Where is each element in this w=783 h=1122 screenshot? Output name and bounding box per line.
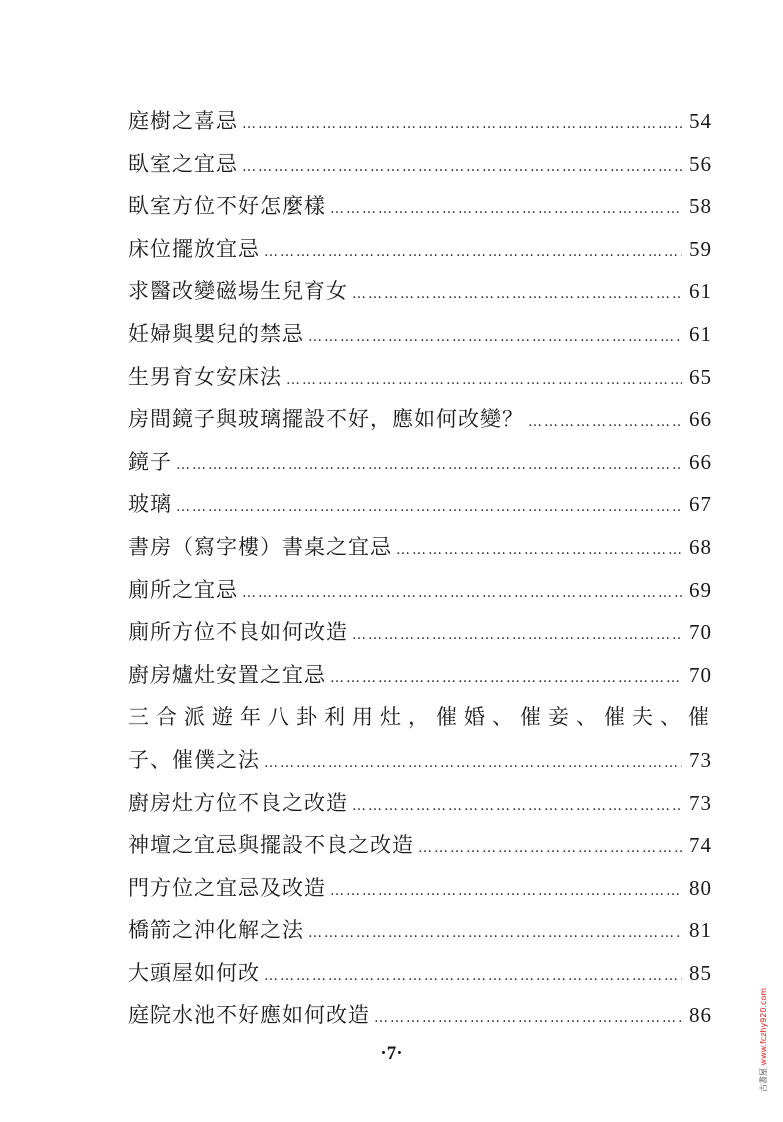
toc-entry-page: 86 (689, 1003, 712, 1028)
watermark-site-name: 古書屋 (759, 1068, 768, 1092)
toc-dot-leader (242, 116, 682, 132)
toc-dot-leader (242, 159, 682, 175)
toc-entry (128, 659, 712, 702)
toc-entry (128, 616, 712, 659)
toc-entry-page: 74 (689, 833, 712, 858)
toc-entry-page: 73 (689, 790, 712, 815)
toc-entry (128, 872, 712, 915)
toc-entry (128, 446, 712, 489)
toc-entry-page: 85 (689, 960, 712, 985)
toc-dot-leader (264, 244, 682, 260)
toc-entry-page: 66 (689, 407, 712, 432)
toc-entry-title: 大頭屋如何改 (128, 960, 260, 985)
toc-entry-title: 庭院水池不好應如何改造 (128, 1003, 370, 1028)
toc-dot-leader (308, 329, 682, 345)
toc-entry-title: 臥室之宜忌 (128, 151, 238, 176)
toc-entry (128, 829, 712, 872)
toc-entry-title: 廁所方位不良如何改造 (128, 620, 348, 645)
toc-dot-leader (330, 670, 682, 686)
toc-entry (128, 488, 712, 531)
toc-dot-leader (352, 286, 682, 302)
toc-dot-leader (374, 1010, 682, 1026)
toc-entry-title: 子、催僕之法 (128, 747, 260, 772)
table-of-contents (128, 105, 716, 1042)
toc-entry (128, 318, 712, 361)
toc-entry-page: 81 (689, 918, 712, 943)
toc-entry-page: 54 (689, 109, 712, 133)
toc-entry-title: 生男育女安床法 (128, 364, 282, 389)
toc-entry-title: 橋箭之沖化解之法 (128, 918, 304, 943)
toc-entry (128, 957, 712, 1000)
toc-entry-page: 58 (689, 194, 712, 219)
toc-entry-title: 門方位之宜忌及改造 (128, 875, 326, 900)
toc-entry-title: 妊婦與嬰兒的禁忌 (128, 321, 304, 346)
toc-entry (128, 787, 712, 830)
toc-dot-leader (330, 201, 682, 217)
toc-dot-leader (528, 414, 682, 430)
toc-entry-page: 80 (689, 875, 712, 900)
watermark (758, 988, 769, 1092)
toc-entry (128, 190, 712, 233)
toc-entry-page: 69 (689, 577, 712, 602)
toc-entry-title: 廁所之宜忌 (128, 577, 238, 602)
watermark-url: www.fczhy920.com (759, 987, 768, 1066)
toc-dot-leader (330, 883, 682, 899)
toc-dot-leader (286, 372, 682, 388)
toc-dot-leader (176, 499, 682, 515)
toc-entry-title: 房間鏡子與玻璃擺設不好，應如何改變？ (128, 407, 524, 432)
toc-dot-leader (242, 585, 682, 601)
toc-entry-page: 66 (689, 449, 712, 474)
toc-entry (128, 701, 716, 744)
toc-entry (128, 105, 712, 148)
toc-entry-title: 鏡子 (128, 449, 172, 474)
toc-entry (128, 403, 712, 446)
toc-dot-leader (176, 457, 682, 473)
toc-entry (128, 531, 712, 574)
toc-entry (128, 148, 712, 191)
toc-dot-leader (264, 968, 682, 984)
toc-entry (128, 275, 712, 318)
toc-dot-leader (264, 755, 682, 771)
toc-dot-leader (352, 627, 682, 643)
toc-entry-title: 書房（寫字樓）書桌之宜忌 (128, 534, 392, 559)
toc-entry (128, 999, 712, 1042)
toc-entry-page: 68 (689, 534, 712, 559)
toc-entry-title: 廚房灶方位不良之改造 (128, 790, 348, 815)
page-number: ·7· (380, 1043, 403, 1064)
toc-entry (128, 744, 712, 787)
toc-entry (128, 361, 712, 404)
toc-entry-title: 三合派遊年八卦利用灶，催婚、催妾、催夫、催 (128, 705, 716, 730)
toc-entry-title: 庭樹之喜忌 (128, 109, 238, 133)
toc-entry-page: 65 (689, 364, 712, 389)
toc-entry-page: 70 (689, 662, 712, 687)
toc-entry-page: 73 (689, 747, 712, 772)
toc-dot-leader (418, 840, 682, 856)
toc-entry-title: 玻璃 (128, 492, 172, 517)
toc-entry-title: 床位擺放宜忌 (128, 236, 260, 261)
toc-entry-page: 67 (689, 492, 712, 517)
toc-entry-page: 59 (689, 236, 712, 261)
toc-entry-page: 70 (689, 620, 712, 645)
toc-entry-title: 神壇之宜忌與擺設不良之改造 (128, 833, 414, 858)
toc-entry (128, 914, 712, 957)
toc-entry-title: 臥室方位不好怎麼樣 (128, 194, 326, 219)
toc-dot-leader (396, 542, 682, 558)
toc-entry-page: 56 (689, 151, 712, 176)
toc-entry-title: 求醫改變磁場生兒育女 (128, 279, 348, 304)
toc-dot-leader (352, 798, 682, 814)
toc-entry (128, 574, 712, 617)
toc-entry-page: 61 (689, 321, 712, 346)
toc-entry (128, 233, 712, 276)
toc-dot-leader (308, 925, 682, 941)
toc-entry-page: 61 (689, 279, 712, 304)
toc-entry-title: 廚房爐灶安置之宜忌 (128, 662, 326, 687)
